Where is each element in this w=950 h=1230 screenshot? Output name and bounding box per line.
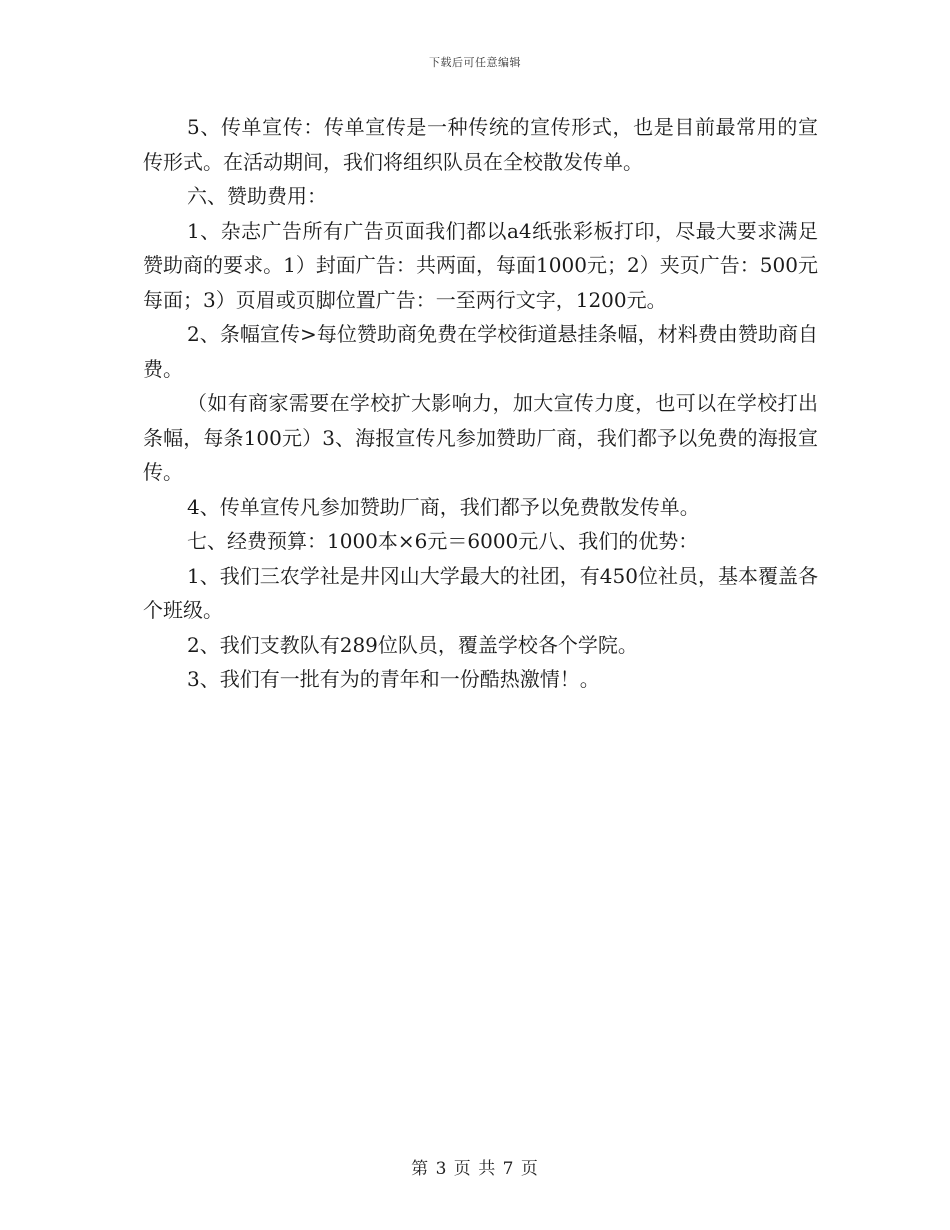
paragraph-magazine-ads: 1、杂志广告所有广告页面我们都以a4纸张彩板打印，尽最大要求满足赞助商的要求。1）封面广告：共两面，每面1000元；2）夹页广告：500元每面；3）页眉或页脚位置广告：一至两行文字，1200元。 [143,218,818,312]
paragraph-banner-note-poster: （如有商家需要在学校扩大影响力，加大宣传力度，也可以在学校打出条幅，每条100元）3、海报宣传凡参加赞助厂商，我们都予以免费的海报宣传。 [143,391,818,484]
paragraph-banner-promotion: 2、条幅宣传>每位赞助商免费在学校街道悬挂条幅，材料费由赞助商自费。 [143,322,818,381]
page-number-footer: 第 3 页 共 7 页 [411,1159,539,1179]
paragraph-advantage-3: 3、我们有一批有为的青年和一份酷热激情！。 [187,667,600,691]
section-heading-budget: 七、经费预算：1000本×6元＝6000元八、我们的优势： [187,529,699,553]
page-header: 下载后可任意编辑 [429,56,521,69]
section-heading-sponsorship-fees: 六、赞助费用： [187,184,327,208]
paragraph-advantage-2: 2、我们支教队有289位队员，覆盖学校各个学院。 [187,632,638,657]
document-body [143,110,818,697]
paragraph-flyer-sponsor: 4、传单宣传凡参加赞助厂商，我们都予以免费散发传单。 [187,494,700,519]
paragraph-flyer-promotion: 5、传单宣传：传单宣传是一种传统的宣传形式，也是目前最常用的宣传形式。在活动期间，我们将组织队员在全校散发传单。 [143,115,818,174]
paragraph-advantage-1: 1、我们三农学社是井冈山大学最大的社团，有450位社员，基本覆盖各个班级。 [143,563,818,622]
